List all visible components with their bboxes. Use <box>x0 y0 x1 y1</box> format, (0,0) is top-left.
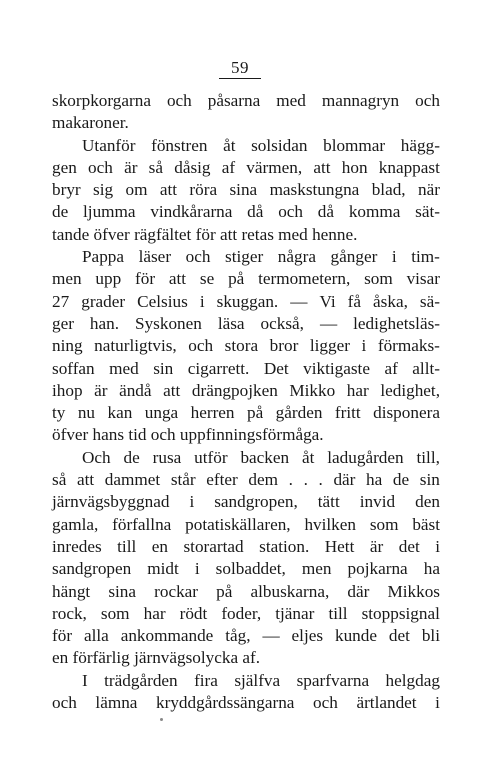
text-line: gen och är så dåsig af värmen, att hon knappast <box>52 157 440 177</box>
text-line: skorpkorgarna och påsarna med mannagryn och <box>52 91 440 110</box>
text-line: så att dammet står efter dem . . . där ha de sin <box>52 470 440 490</box>
text-line: och lämna kryddgårdssängarna och ärtlandet i <box>52 693 440 713</box>
text-line: Pappa läser och stiger några gånger i tim- <box>82 247 440 267</box>
text-line: soffan med sin cigarrett. Det viktigaste af allt- <box>52 358 440 378</box>
text-line: ger han. Syskonen läsa också, — ledighetsläs- <box>52 313 440 333</box>
text-line: 27 grader Celsius i skuggan. — Vi få åska, sä- <box>52 291 440 311</box>
text-line: öfver hans tid och uppfinningsförmåga. <box>52 425 324 445</box>
print-speck <box>160 718 163 721</box>
text-line: järnvägsbyggnad i sandgropen, tätt invid den <box>52 492 440 512</box>
text-line: ning naturligtvis, och stora bror ligger i förmaks- <box>52 336 440 356</box>
text-line: en förfärlig järnvägsolycka af. <box>52 648 261 668</box>
text-line: ty nu kan unga herren på gården fritt disponera <box>52 403 440 423</box>
text-line: de ljumma vindkårarna då och då komma sät- <box>52 202 440 222</box>
text-line: men upp för att se på termometern, som visar <box>52 269 440 289</box>
text-line: makaroner. <box>52 113 129 133</box>
text-line: bryr sig om att röra sina maskstungna blad, när <box>52 180 440 200</box>
text-line: I trädgården fira själfva sparfvarna helgdag <box>82 670 440 690</box>
text-line: inredes till en storartad station. Hett är det i <box>52 536 440 556</box>
text-line: för alla ankommande tåg, — eljes kunde det bli <box>52 626 440 646</box>
text-line: gamla, förfallna potatiskällaren, hvilken som bäst <box>52 514 440 534</box>
text-line: ihop är ändå att drängpojken Mikko har ledighet, <box>52 380 440 400</box>
page-number: 59 <box>231 58 249 77</box>
page-number-rule <box>219 78 261 79</box>
text-line: Utanför fönstren åt solsidan blommar hägg- <box>82 135 440 155</box>
text-line: hängt sina rockar på albuskarna, där Mikkos <box>52 581 440 601</box>
text-line: rock, som har rödt foder, tjänar till stoppsignal <box>52 603 440 623</box>
text-line: tande öfver rägfältet för att retas med henne. <box>52 224 358 244</box>
text-line: Och de rusa utför backen åt ladugården till, <box>82 447 440 467</box>
text-line: sandgropen midt i solbaddet, men pojkarna ha <box>52 559 440 579</box>
body-text <box>52 90 440 714</box>
